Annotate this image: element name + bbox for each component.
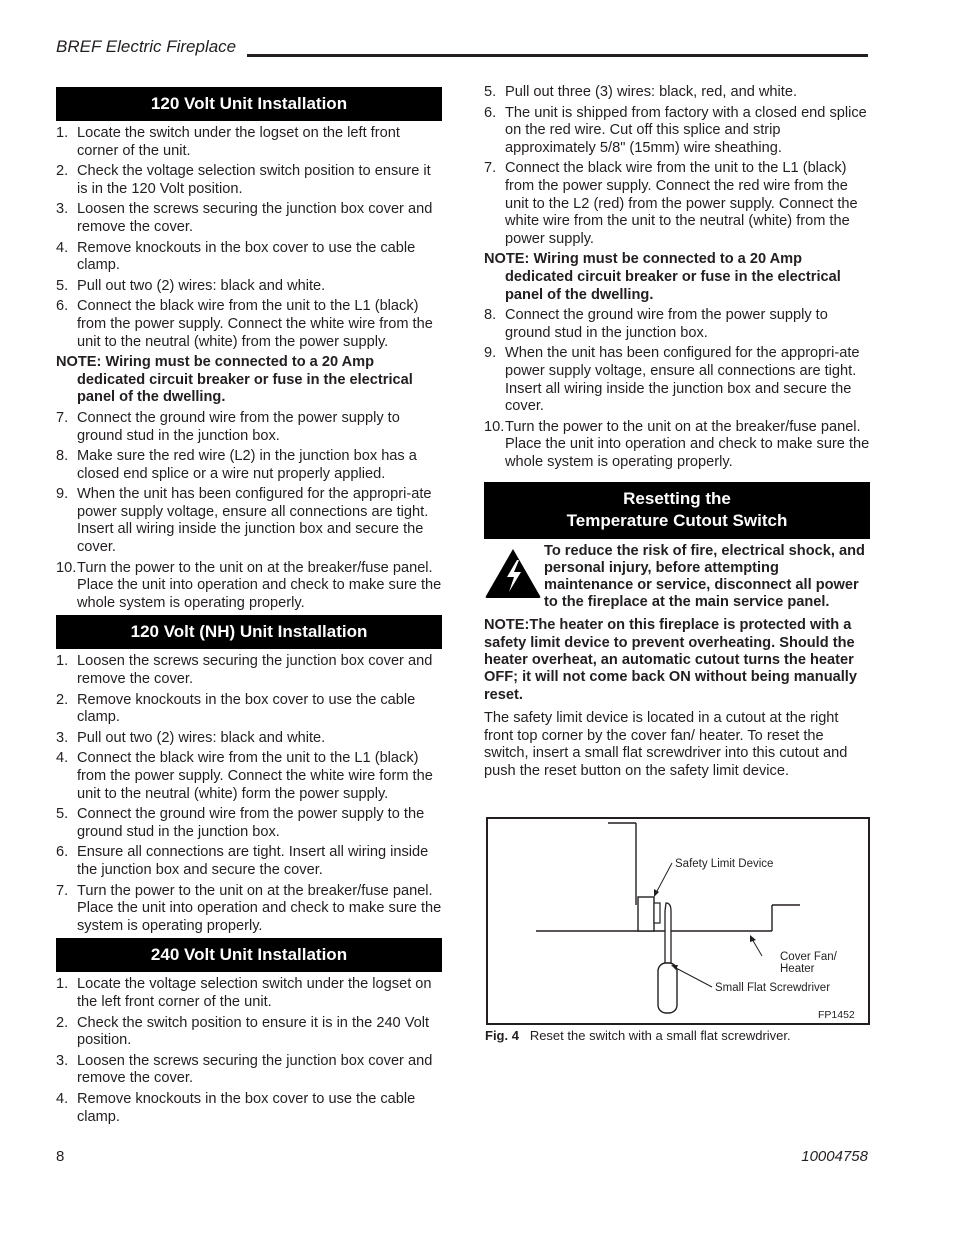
list-item xyxy=(484,160,870,248)
safety-limit-instructions: The safety limit device is located in a cutout at the right front top corner by the cover fan/ heater. To reset the switch, insert a small flat screwdriver into this cutout and push the reset button on the safety limit device. xyxy=(484,709,848,779)
list-item xyxy=(56,125,442,160)
steps-120v xyxy=(56,125,442,612)
step-text: Connect the ground wire from the power supply to ground stud in the junction box. xyxy=(77,409,400,444)
note-text: Wiring must be connected to a 20 Amp dedicated circuit breaker or fuse in the electrical panel of the dwelling. xyxy=(505,251,841,303)
list-item xyxy=(56,278,442,296)
step-number: 4. xyxy=(56,1090,69,1107)
step-text: Pull out three (3) wires: black, red, and white. xyxy=(505,84,798,100)
step-number: 6. xyxy=(56,844,69,861)
label-heater: Heater xyxy=(780,963,815,975)
step-text: Connect the black wire from the unit to the L1 (black) from the power supply. Connect the red wire from the unit to the L2 (red) from the power supply. Connect the white wire from the unit to the neutral (white) from the power supply. xyxy=(505,160,858,247)
list-item xyxy=(56,298,442,351)
step-text: The unit is shipped from factory with a closed end splice on the red wire. Cut off this splice and strip approximately 5/8" (15mm) wire sheathing. xyxy=(505,104,867,156)
figure-caption-text: Reset the switch with a small flat screwdriver. xyxy=(529,1028,791,1043)
step-number: 3. xyxy=(56,1052,69,1069)
list-item xyxy=(56,448,442,483)
section-heading-120v-nh: 120 Volt (NH) Unit Installation xyxy=(56,615,442,649)
step-text: Turn the power to the unit on at the breaker/fuse panel. Place the unit into operation and check to make sure the system is operating properly. xyxy=(77,882,442,934)
reset-switch-diagram xyxy=(488,819,868,1023)
step-number: 4. xyxy=(56,239,69,256)
step-number: 3. xyxy=(56,729,69,746)
step-text: Make sure the red wire (L2) in the junction box has a closed end splice or a wire nut properly applied. xyxy=(77,448,417,482)
steps-240v xyxy=(56,976,442,1126)
step-number: 10. xyxy=(484,418,505,435)
list-item xyxy=(484,84,870,102)
reset-heading-line2: Temperature Cutout Switch xyxy=(566,511,788,531)
step-number: 5. xyxy=(484,84,497,100)
reset-heading-line1: Resetting the xyxy=(623,489,731,509)
step-number: 9. xyxy=(484,345,497,362)
screwdriver-handle xyxy=(658,963,677,1013)
step-text: Ensure all connections are tight. Insert all wiring inside the junction box and secure the cover. xyxy=(77,844,429,878)
list-item xyxy=(56,844,442,879)
step-text: Connect the black wire from the unit to the L1 (black) from the power supply. Connect the white wire from the unit to the neutral (white) from the power supply. xyxy=(77,298,433,350)
step-number: 2. xyxy=(56,691,69,708)
document-header-title: BREF Electric Fireplace xyxy=(56,37,237,56)
list-item xyxy=(56,410,442,445)
section-heading-240v: 240 Volt Unit Installation xyxy=(56,938,442,972)
safety-limit-device xyxy=(638,897,654,931)
step-number: 1. xyxy=(56,125,69,141)
list-item xyxy=(56,486,442,556)
safety-warning xyxy=(484,543,870,611)
step-text: Loosen the screws securing the junction box cover and remove the cover. xyxy=(77,201,433,235)
figure-caption-label: Fig. 4 xyxy=(485,1028,519,1043)
wiring-note xyxy=(484,251,870,304)
screwdriver-shaft xyxy=(665,903,671,963)
step-text: Connect the ground wire from the power supply to ground stud in the junction box. xyxy=(505,307,828,341)
step-text: Loosen the screws securing the junction box cover and remove the cover. xyxy=(77,653,433,688)
step-number: 10. xyxy=(56,559,77,576)
step-text: Remove knockouts in the box cover to use the cable clamp. xyxy=(77,691,416,726)
list-item xyxy=(56,1015,442,1050)
step-number: 2. xyxy=(56,1014,69,1031)
list-item xyxy=(56,730,442,748)
step-text: Pull out two (2) wires: black and white. xyxy=(77,277,326,294)
step-text: Connect the ground wire from the power supply to the ground stud in the junction box. xyxy=(77,806,425,840)
figure-code: FP1452 xyxy=(818,1009,855,1021)
list-item xyxy=(56,240,442,275)
section-heading-reset xyxy=(484,482,870,539)
overheat-note: NOTE:The heater on this fireplace is protected with a safety limit device to prevent overheating. Should the heater overheat, an automatic cutout turns the heater OFF; it will not come back ON without being manually reset. xyxy=(484,617,857,703)
step-text: When the unit has been configured for the appropri-ate power supply voltage, ensure all connections are tight. Insert all wiring inside the junction box and secure the cover. xyxy=(505,345,860,415)
left-column xyxy=(56,87,442,1129)
steps-240v-continued xyxy=(484,84,870,471)
step-text: Connect the black wire from the unit to the L1 (black) from the power supply. Connect the white wire form the unit to the neutral (white) form the power supply. xyxy=(77,750,433,802)
step-text: Check the voltage selection switch position to ensure it is in the 120 Volt position. xyxy=(77,163,431,197)
step-number: 6. xyxy=(56,298,69,315)
step-text: Turn the power to the unit on at the breaker/fuse panel. Place the unit into operation and check to make sure the whole system is operating properly. xyxy=(77,559,442,611)
warning-text: To reduce the risk of fire, electrical shock, and personal injury, before attempting maintenance or service, disconnect all power to the fireplace at the main service panel. xyxy=(544,543,865,611)
step-number: 5. xyxy=(56,806,69,823)
list-item xyxy=(56,560,442,613)
list-item xyxy=(56,1091,442,1126)
step-text: Check the switch position to ensure it is in the 240 Volt position. xyxy=(77,1014,430,1049)
step-number: 7. xyxy=(484,160,497,177)
step-text: Pull out two (2) wires: black and white. xyxy=(77,729,326,746)
figure-reset-switch xyxy=(486,817,870,1025)
step-text: Turn the power to the unit on at the breaker/fuse panel. Place the unit into operation and check to make sure the whole system is operating properly. xyxy=(505,418,870,470)
step-text: Remove knockouts in the box cover to use the cable clamp. xyxy=(77,239,416,274)
list-item xyxy=(484,419,870,472)
list-item xyxy=(56,201,442,236)
list-item xyxy=(56,883,442,936)
list-item xyxy=(56,692,442,727)
figure-caption xyxy=(485,1028,791,1043)
label-small-flat-screwdriver: Small Flat Screwdriver xyxy=(715,982,831,994)
page-number: 8 xyxy=(56,1148,65,1165)
steps-120v-nh xyxy=(56,653,442,935)
list-item xyxy=(56,1053,442,1088)
step-number: 8. xyxy=(56,448,69,465)
header-rule xyxy=(247,54,868,57)
step-number: 9. xyxy=(56,486,69,503)
step-text: Locate the switch under the logset on the left front corner of the unit. xyxy=(77,125,400,159)
note-text: Wiring must be connected to a 20 Amp dedicated circuit breaker or fuse in the electrical panel of the dwelling. xyxy=(77,354,413,406)
list-item xyxy=(484,307,870,342)
wiring-note xyxy=(56,354,442,407)
label-safety-limit-device: Safety Limit Device xyxy=(675,858,774,870)
list-item xyxy=(56,750,442,803)
step-text: Locate the voltage selection switch under the logset on the left front corner of the unit. xyxy=(77,976,432,1010)
step-number: 1. xyxy=(56,653,69,670)
section-heading-120v: 120 Volt Unit Installation xyxy=(56,87,442,121)
step-text: When the unit has been configured for the appropri-ate power supply voltage, ensure all connections are tight. Insert all wiring inside the junction box and secure the cover. xyxy=(77,486,432,556)
list-item xyxy=(56,653,442,688)
note-label: NOTE: xyxy=(56,354,102,371)
step-text: Remove knockouts in the box cover to use the cable clamp. xyxy=(77,1090,416,1125)
step-number: 7. xyxy=(56,409,69,426)
note-label: NOTE: xyxy=(484,251,530,268)
list-item xyxy=(484,345,870,415)
right-column xyxy=(484,84,870,780)
list-item xyxy=(56,806,442,841)
list-item xyxy=(56,163,442,198)
step-number: 3. xyxy=(56,201,69,218)
step-number: 8. xyxy=(484,307,497,324)
step-number: 1. xyxy=(56,976,69,993)
step-number: 6. xyxy=(484,104,497,121)
list-item xyxy=(56,976,442,1011)
label-cover-fan: Cover Fan/ xyxy=(780,951,837,963)
step-number: 4. xyxy=(56,750,69,767)
step-number: 5. xyxy=(56,277,69,294)
document-number: 10004758 xyxy=(801,1148,868,1165)
list-item xyxy=(484,105,870,158)
step-number: 7. xyxy=(56,882,69,899)
step-text: Loosen the screws securing the junction box cover and remove the cover. xyxy=(77,1052,433,1087)
electrical-hazard-warning-icon xyxy=(484,543,544,611)
step-number: 2. xyxy=(56,163,69,180)
